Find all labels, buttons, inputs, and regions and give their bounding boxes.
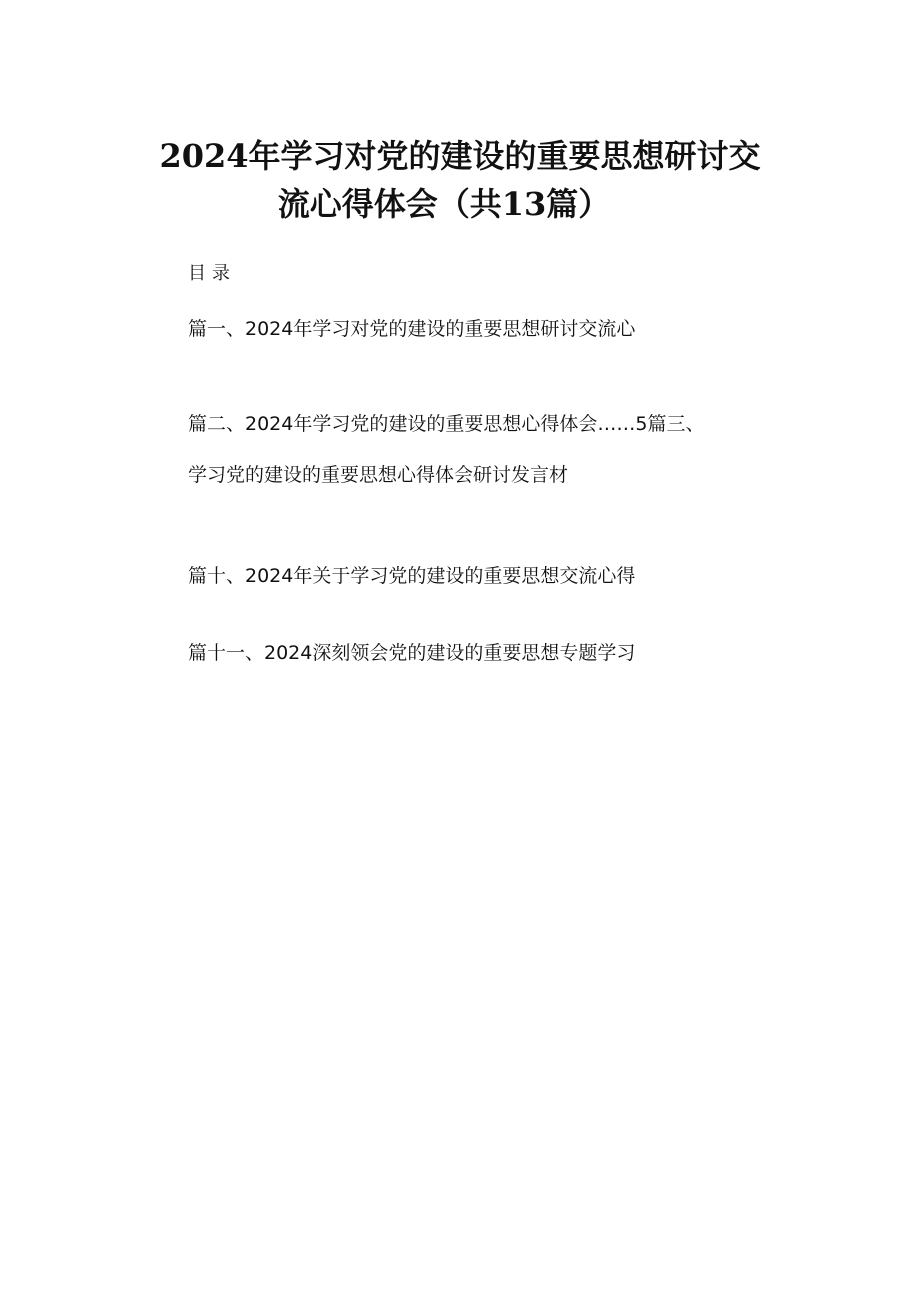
document-title-line-1: 2024年学习对党的建设的重要思想研讨交 [159, 137, 761, 175]
toc-heading: 目录 [188, 263, 236, 284]
document-title-line-2: 流心得体会（共13篇） [277, 185, 611, 223]
toc-entry-10: 篇十、2024年关于学习党的建设的重要思想交流心得 [188, 565, 636, 587]
toc-entry-1: 篇一、2024年学习对党的建设的重要思想研讨交流心 [188, 318, 636, 340]
toc-entry-2: 篇二、2024年学习党的建设的重要思想心得体会……5篇三、 [188, 413, 705, 435]
toc-entry-11: 篇十一、2024深刻领会党的建设的重要思想专题学习 [188, 642, 636, 664]
toc-entry-3: 学习党的建设的重要思想心得体会研讨发言材 [188, 464, 569, 486]
